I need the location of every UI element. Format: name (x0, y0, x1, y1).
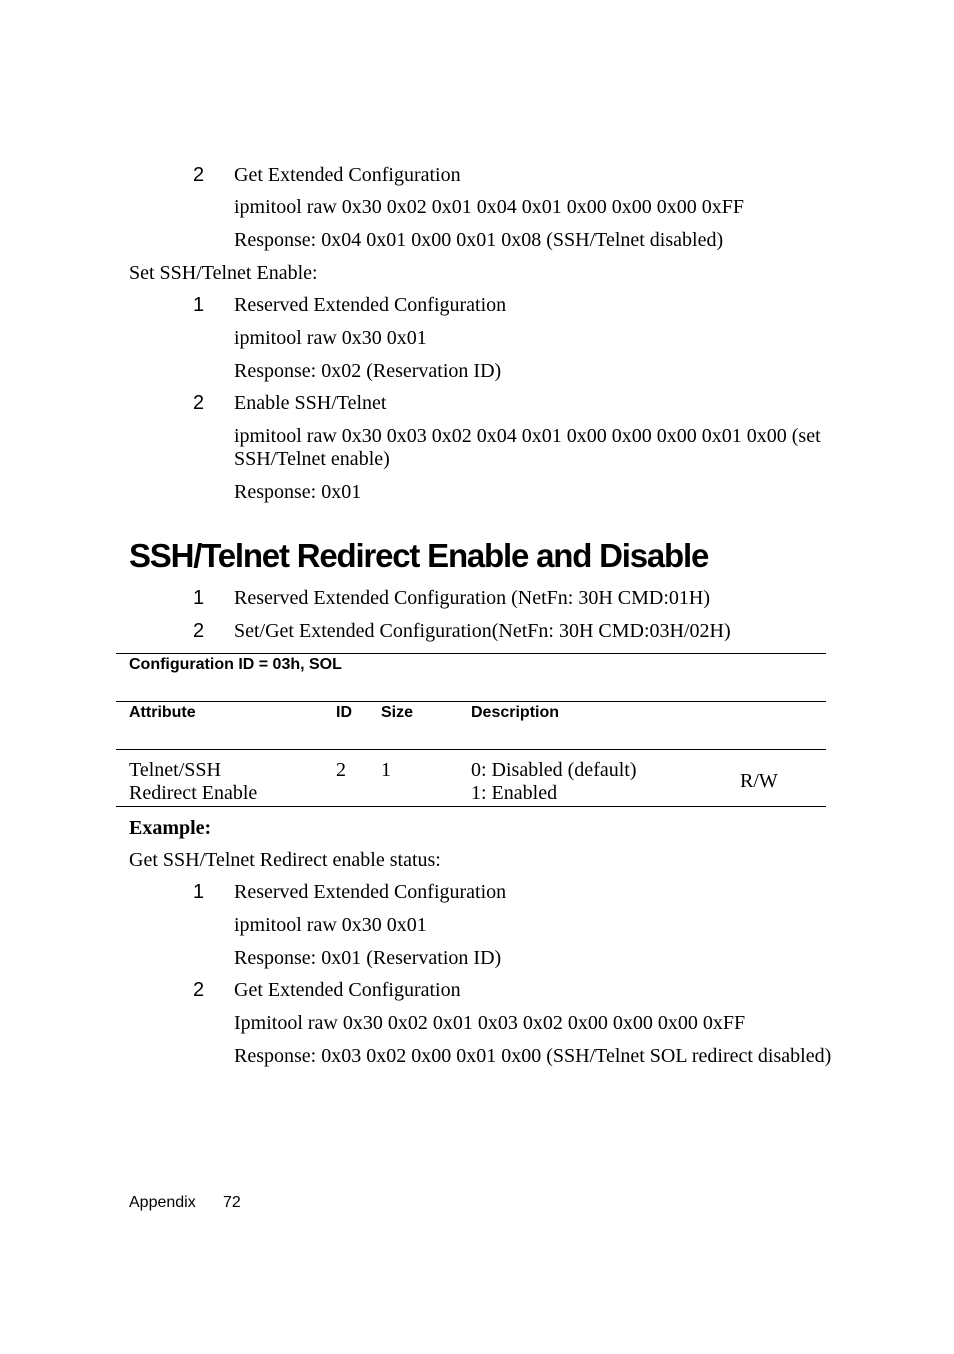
step-title: Enable SSH/Telnet (234, 392, 387, 414)
response-line: Response: 0x01 (Reservation ID) (234, 947, 502, 969)
response-line: Response: 0x02 (Reservation ID) (234, 360, 502, 382)
example-label: Example: (129, 817, 212, 839)
command-line: ipmitool raw 0x30 0x01 (234, 327, 427, 349)
step-number: 1 (193, 881, 205, 903)
section-heading: SSH/Telnet Redirect Enable and Disable (129, 537, 709, 574)
set-ssh-telnet-label: Set SSH/Telnet Enable: (129, 262, 318, 284)
step-number: 2 (193, 392, 205, 414)
step-number: 1 (193, 587, 205, 609)
table-rule-header (116, 701, 826, 702)
header-attribute: Attribute (129, 704, 196, 721)
response-line: Response: 0x04 0x01 0x00 0x01 0x08 (SSH/Telnet disabled) (234, 229, 724, 251)
step-title: Reserved Extended Configuration (234, 294, 507, 316)
command-line: ipmitool raw 0x30 0x02 0x01 0x04 0x01 0x00 0x00 0x00 0xFF (234, 196, 745, 218)
table-rule-body (116, 749, 826, 750)
cell-access: R/W (740, 770, 778, 792)
footer-section: Appendix (129, 1194, 196, 1211)
step-title: Get Extended Configuration (234, 164, 461, 186)
example-intro: Get SSH/Telnet Redirect enable status: (129, 849, 441, 871)
step-text: Set/Get Extended Configuration(NetFn: 30H CMD:03H/02H) (234, 620, 731, 642)
command-line: ipmitool raw 0x30 0x01 (234, 914, 427, 936)
step-number: 2 (193, 620, 205, 642)
cell-attribute-line1: Telnet/SSH (129, 759, 221, 781)
command-line: ipmitool raw 0x30 0x03 0x02 0x04 0x01 0x00 0x00 0x00 0x01 0x00 (set SSH/Telnet enable) (234, 425, 821, 470)
step-number: 2 (193, 979, 205, 1001)
table-rule-top (116, 653, 826, 654)
page-number: 72 (223, 1194, 241, 1211)
step-text: Reserved Extended Configuration (NetFn: 30H CMD:01H) (234, 587, 711, 609)
header-size: Size (381, 704, 414, 721)
step-title: Get Extended Configuration (234, 979, 461, 1001)
cell-attribute-line2: Redirect Enable (129, 782, 258, 804)
table-caption: Configuration ID = 03h, SOL (129, 656, 342, 673)
cell-size: 1 (381, 759, 391, 781)
step-number: 1 (193, 294, 205, 316)
cell-id: 2 (336, 759, 346, 781)
response-line: Response: 0x01 (234, 481, 362, 503)
command-line: Ipmitool raw 0x30 0x02 0x01 0x03 0x02 0x00 0x00 0x00 0xFF (234, 1012, 746, 1034)
cell-description-line2: 1: Enabled (471, 782, 558, 804)
header-id: ID (336, 704, 352, 721)
step-title: Reserved Extended Configuration (234, 881, 507, 903)
header-description: Description (471, 704, 560, 721)
step-number: 2 (193, 164, 205, 186)
table-rule-bottom (116, 806, 826, 807)
response-line: Response: 0x03 0x02 0x00 0x01 0x00 (SSH/Telnet SOL redirect disabled) (234, 1045, 832, 1067)
cell-description-line1: 0: Disabled (default) (471, 759, 637, 781)
